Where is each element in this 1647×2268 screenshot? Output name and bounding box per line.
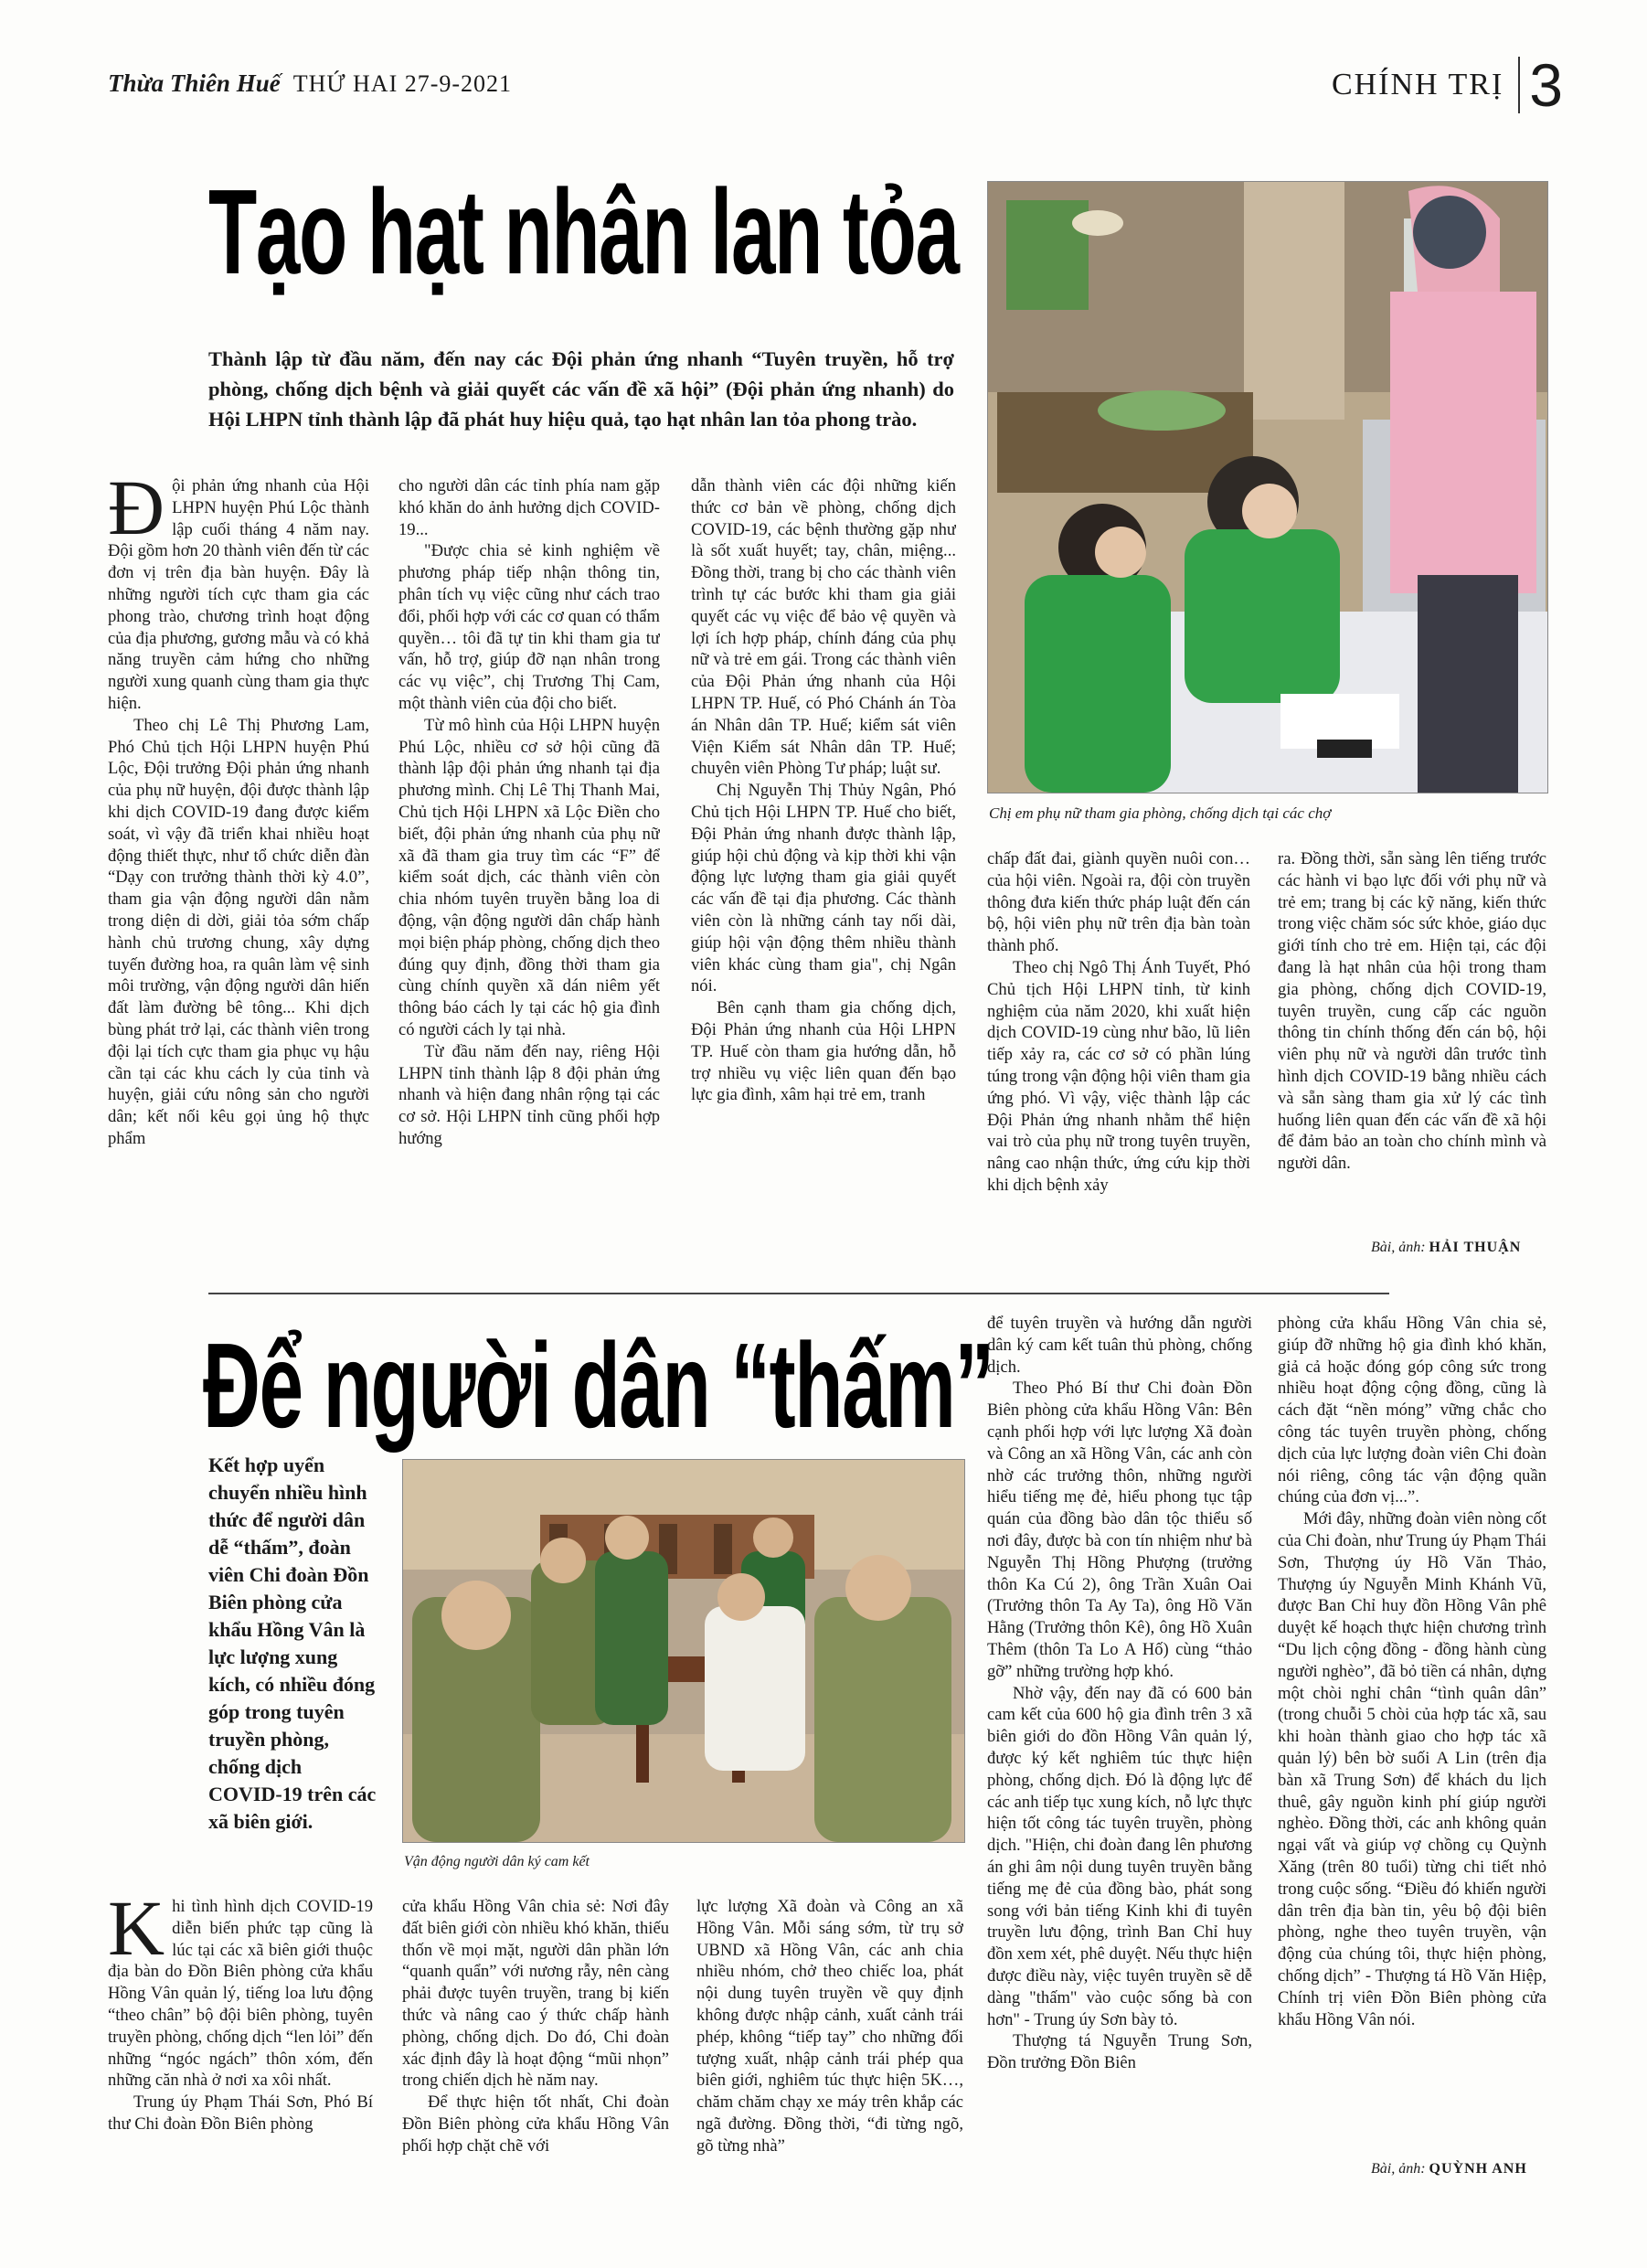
- drop-cap: Đ: [108, 475, 165, 551]
- article2-byline: [1371, 2161, 1527, 2177]
- masthead: [108, 69, 512, 98]
- paragraph: lực lượng Xã đoàn và Công an xã Hồng Vân. Mỗi sáng sớm, từ trụ sở UBND xã Hồng Vân, các anh chia nhiều nhóm, chở theo chiếc loa, phát nội dung tuyên truyền về quy định không được nhập cảnh, xuất cảnh trái phép, không “tiếp tay” cho những đối tượng xuất, nhập cảnh trái phép qua biên giới, nghiêm túc thực hiện 5K…, chăm chăm chạy xe máy trên khắp các ngã đường. Đồng thời, “đi từng ngõ, gõ từng nhà”: [696, 1897, 963, 2156]
- paragraph: ra. Đồng thời, sẵn sàng lên tiếng trước các hành vi bạo lực đối với phụ nữ và trẻ em; trang bị các kỹ năng, kiến thức trong việc chăm sóc sức khỏe, giáo dục giới tính cho trẻ em. Hiện tại, các đội đang là hạt nhân của hội trong tham gia phòng, chống dịch COVID-19, tuyên truyền, cung cấp các nguồn thông tin chính thống đến cán bộ, hội viên phụ nữ và người dân trước tình hình dịch COVID-19 bằng nhiều cách và sẵn sàng tham gia xử lý các tình huống liên quan đến các vấn đề xã hội để đảm bảo an toàn cho chính mình và người dân.: [1278, 849, 1546, 1174]
- newspaper-name: Thừa Thiên Huế: [108, 69, 281, 97]
- article1-caption: Chị em phụ nữ tham gia phòng, chống dịch tại các chợ: [989, 804, 1332, 822]
- section-divider: [1518, 57, 1520, 113]
- page-number: 3: [1529, 51, 1563, 119]
- paragraph: Bên cạnh tham gia chống dịch, Đội Phản ứng nhanh của Hội LHPN TP. Huế còn tham gia hướng dẫn, hỗ trợ nhiều vụ việc liên quan đến bạo lực gia đình, xâm hại trẻ em, tranh: [691, 998, 956, 1105]
- article1-byline: [1371, 1240, 1521, 1256]
- paragraph: Theo chị Lê Thị Phương Lam, Phó Chủ tịch Hội LHPN huyện Phú Lộc, Đội trưởng Đội phản ứng nhanh của phụ nữ huyện, đội được thành lập khi dịch COVID-19 đang được kiểm soát, vì vậy đã triển khai nhiều hoạt động thiết thực, như tổ chức diễn đàn “Dạy con trưởng thành thời kỳ 4.0”, tham gia vận động người dân nằm trong diện di dời, giải tỏa sớm chấp hành chủ trương chung, xây dựng tuyến đường hoa, ra quân làm vệ sinh môi trường, vận động người dân hiến đất làm đường bê tông... Khi dịch bùng phát trở lại, các thành viên trong đội lại tích cực tham gia phục vụ hậu cần tại các khu cách ly của tỉnh và huyện, giải cứu nông sản cho người dân; kết nối kêu gọi ủng hộ thực phẩm: [108, 715, 369, 1148]
- paragraph: chấp đất đai, giành quyền nuôi con… của hội viên. Ngoài ra, đội còn truyền thông đưa kiến thức pháp luật đến cán bộ, hội viên phụ nữ trên địa bàn toàn thành phố.: [987, 849, 1250, 956]
- paragraph: Nhờ vậy, đến nay đã có 600 bản cam kết của 600 hộ gia đình trên 3 xã biên giới do đồn Hồng Vân quản lý, được ký kết nghiêm túc thực hiện phòng, chống dịch. Đó là động lực để các anh tiếp tục xung kích, nỗ lực thực hiện tốt công tác tuyên truyền, phòng dịch. "Hiện, chi đoàn đang lên phương án ghi âm nội dung tuyên truyền bằng tiếng mẹ đẻ của đồng bào, phát song song với bản tiếng Kinh khi đi tuyên truyền lưu động, trình Ban Chỉ huy đồn xem xét, phê duyệt. Nếu thực hiện được điều này, việc tuyên truyền sẽ dễ dàng "thấm" vào cuộc sống bà con hơn" - Trung úy Sơn bày tỏ.: [987, 1683, 1252, 2029]
- market-scene-image: [988, 182, 1547, 793]
- article1-column-3: [691, 475, 956, 1262]
- article2-column-4: [987, 1313, 1252, 2198]
- paragraph: cửa khẩu Hồng Vân chia sẻ: Nơi đây đất biên giới còn nhiều khó khăn, thiếu thốn về mọi mặt, người dân phần lớn “quanh quẩn” với nương rẫy, nên càng phải được tuyên truyền, trang bị kiến thức và nâng cao ý thức chấp hành phòng, chống dịch. Do đó, Chi đoàn xác định đây là hoạt động “mũi nhọn” trong chiến dịch hè năm nay.: [402, 1897, 669, 2091]
- article2-column-1: [108, 1896, 373, 2198]
- issue-date: THỨ HAI 27-9-2021: [292, 70, 513, 97]
- article1-column-4: [987, 848, 1250, 1262]
- section-header: [1331, 51, 1563, 119]
- article2-photo: [402, 1459, 965, 1843]
- article1-title: Tạo hạt nhân lan tỏa: [208, 165, 959, 299]
- article1-column-1: [108, 475, 369, 1262]
- article1-photo: [987, 181, 1548, 793]
- article2-sapo: Kết hợp uyển chuyển nhiều hình thức để người dân dễ “thấm”, đoàn viên Chi đoàn Đồn Biên phòng cửa khẩu Hồng Vân là lực lượng xung kích, có nhiều đóng góp trong tuyên truyền phòng, chống dịch COVID-19 trên các xã biên giới.: [208, 1453, 377, 1833]
- article1-column-5: [1278, 848, 1546, 1240]
- byline-prefix: Bài, ảnh:: [1371, 2161, 1426, 2177]
- article2-column-2: [402, 1896, 669, 2198]
- article-divider: [208, 1293, 1389, 1294]
- paragraph-text: ội phản ứng nhanh của Hội LHPN huyện Phú Lộc thành lập cuối tháng 4 năm nay. Đội gồm hơn 20 thành viên đến từ các đơn vị trên địa bàn huyện. Đây là những người tích cực tham gia các phong trào, chương trình hoạt động của địa phương, gương mẫu và có khả năng truyền cảm hứng cho những người xung quanh cùng tham gia thực hiện.: [108, 476, 369, 713]
- paragraph: Thượng tá Nguyễn Trung Sơn, Đồn trưởng Đồn Biên: [987, 2031, 1252, 2073]
- byline-author: HẢI THUẬN: [1429, 1240, 1522, 1255]
- article1-column-2: [398, 475, 660, 1262]
- paragraph: [108, 1896, 373, 2092]
- paragraph: để tuyên truyền và hướng dẫn người dân ký cam kết tuân thủ phòng, chống dịch.: [987, 1314, 1252, 1377]
- paragraph: phòng cửa khẩu Hồng Vân chia sẻ, giúp đỡ những hộ gia đình khó khăn, giả cả hoặc đóng góp công sức trong nhiều hoạt động cộng đồng, cũng là cách đặt “nền móng” vững chắc cho công tác tuyên truyền phòng, chống dịch của lực lượng đoàn viên Chi đoàn nói riêng, công tác vận động quần chúng của đơn vị...”.: [1278, 1314, 1546, 1507]
- paragraph: Mới đây, những đoàn viên nòng cốt của Chi đoàn, như Trung úy Phạm Thái Sơn, Thượng úy Hồ Văn Thảo, Thượng úy Nguyễn Minh Khánh Vũ, được Ban Chỉ huy đồn Hồng Vân phê duyệt kế hoạch thực hiện chương trình “Du lịch cộng đồng - đồng hành cùng người nghèo”, đã bỏ tiền cá nhân, dựng một chòi nghỉ chân “tình quân dân” (trong chuỗi 5 chòi của hợp tác xã, sau khi hoàn thành giao cho hợp tác xã quản lý) bên bờ suối A Lin (trên địa bàn xã Trung Sơn) để khách du lịch thuê, gây nguồn kinh phí giúp người nghèo. Đồng thời, các anh không quản ngại vất và giúp vợ chồng cụ Quỳnh Xăng (trên 80 tuổi) từng chi tiết nhỏ trong cuộc sống. “Điều đó khiến người dân trên địa bàn tin, yêu bộ đội biên phòng, nghe theo tuyên truyền, vận động của chúng tôi, thực hiện phòng, chống dịch” - Thượng tá Hồ Văn Hiệp, Chính trị viên Đồn Biên phòng cửa khẩu Hồng Vân nói.: [1278, 1509, 1546, 2029]
- paragraph: Trung úy Phạm Thái Sơn, Phó Bí thư Chi đoàn Đồn Biên phòng: [108, 2092, 373, 2134]
- border-guards-meeting-image: [403, 1460, 964, 1842]
- paragraph-text: hi tình hình dịch COVID-19 diễn biến phức tạp cũng là lúc tại các xã biên giới thuộc địa bàn do Đồn Biên phòng cửa khẩu Hồng Vân quản lý, tiếng loa lưu động “theo chân” bộ đội biên phòng, tuyên truyền phòng, chống dịch “len lỏi” đến những “ngóc ngách” thôn xóm, đến những căn nhà ở nơi xa xôi nhất.: [108, 1897, 373, 2091]
- paragraph: Chị Nguyễn Thị Thủy Ngân, Phó Chủ tịch Hội LHPN TP. Huế cho biết, Đội Phản ứng nhanh được thành lập, giúp hội chủ động và kịp thời khi vận động lực lượng tham gia giải quyết các vấn đề tại địa phương. Các thành viên còn là những cánh tay nối dài, giúp hội vận động thêm nhiều thành viên khác cùng tham gia", chị Ngân nói.: [691, 781, 956, 996]
- paragraph: cho người dân các tỉnh phía nam gặp khó khăn do ảnh hưởng dịch COVID-19...: [398, 476, 660, 539]
- article2-column-5: [1278, 1313, 1546, 2156]
- paragraph: [108, 475, 369, 715]
- paragraph: Để thực hiện tốt nhất, Chi đoàn Đồn Biên phòng cửa khẩu Hồng Vân phối hợp chặt chẽ với: [402, 2092, 669, 2156]
- paragraph: Từ đầu năm đến nay, riêng Hội LHPN tỉnh thành lập 8 đội phản ứng nhanh và hiện đang nhân rộng tại các cơ sở. Hội LHPN tỉnh cũng phối hợp hướng: [398, 1041, 660, 1148]
- paragraph: Từ mô hình của Hội LHPN huyện Phú Lộc, nhiều cơ sở hội cũng đã thành lập đội phản ứng nhanh tại địa phương mình. Chị Lê Thị Thanh Mai, Chủ tịch Hội LHPN xã Lộc Điền cho biết, đội phản ứng nhanh của phụ nữ xã đã tham gia truy tìm các “F” để kiểm soát dịch, các thành viên còn chia nhóm tuyên truyền bằng loa di động, vận động người dân chấp hành mọi biện pháp phòng, chống dịch theo đúng quy định, đồng thời tham gia cùng chính quyền xã dán niêm yết thông báo cách ly tại các hộ gia đình có người cách ly tại nhà.: [398, 715, 660, 1039]
- section-name: CHÍNH TRỊ: [1331, 68, 1504, 101]
- article2-title: Để người dân “thấm”: [203, 1318, 994, 1453]
- byline-author: QUỲNH ANH: [1429, 2161, 1527, 2177]
- byline-prefix: Bài, ảnh:: [1371, 1240, 1426, 1255]
- paragraph: Theo Phó Bí thư Chi đoàn Đồn Biên phòng cửa khẩu Hồng Vân: Bên cạnh phối hợp với lực lượng Xã đoàn và Công an xã Hồng Vân, các anh còn nhờ các trưởng thôn, những người hiểu tiếng mẹ đẻ, hiểu phong tục tập quán của đồng bào dân tộc thiểu số nơi đây, được bà con tín nhiệm như bà Nguyễn Thị Hồng Phượng (trưởng thôn Ka Cú 2), ông Trần Xuân Oai (Trưởng thôn Ta Ay Ta), ông Hồ Văn Hằng (Trưởng thôn Kê), ông Hồ Xuân Thêm (thôn Ta Lo A Hố) cùng “thảo gỡ” những trường hợp khó.: [987, 1379, 1252, 1681]
- article2-column-3: [696, 1896, 963, 2198]
- paragraph: Theo chị Ngô Thị Ánh Tuyết, Phó Chủ tịch Hội LHPN tỉnh, từ kinh nghiệm của năm 2020, khi xuất hiện dịch COVID-19 cùng như bão, lũ liên tiếp xảy ra, các cơ sở có phần lúng túng trong vận động hội viên tham gia ứng phó. Vì vậy, việc thành lập các Đội Phản ứng nhanh nhằm thể hiện vai trò của phụ nữ trong tuyên truyền, nâng cao nhận thức, ứng cứu kịp thời khi dịch bệnh xảy: [987, 957, 1250, 1195]
- paragraph: "Được chia sẻ kinh nghiệm về phương pháp tiếp nhận thông tin, phân tích vụ việc cũng như cách trao đổi, phối hợp với các cơ quan có thẩm quyền… tôi đã tự tin khi tham gia tư vấn, hỗ trợ, giúp đỡ nạn nhân trong các vụ việc”, chị Trương Thị Cam, một thành viên của đội cho biết.: [398, 541, 660, 713]
- article1-sapo: Thành lập từ đầu năm, đến nay các Đội phản ứng nhanh “Tuyên truyền, hỗ trợ phòng, chống dịch bệnh và giải quyết các vấn đề xã hội” (Đội phản ứng nhanh) do Hội LHPN tỉnh thành lập đã phát huy hiệu quả, tạo hạt nhân lan tỏa phong trào.: [208, 347, 954, 431]
- article2-caption: Vận động người dân ký cam kết: [404, 1854, 590, 1869]
- paragraph: dẫn thành viên các đội những kiến thức cơ bản về phòng, chống dịch COVID-19, các bệnh thường gặp như là sốt xuất huyết; tay, chân, miệng... Đồng thời, trang bị cho các thành viên trình tự các bước khi tham gia giải quyết các vụ việc để bảo vệ quyền và lợi ích hợp pháp, chính đáng của phụ nữ và trẻ em gái. Trong các thành viên của Đội Phản ứng nhanh của Hội LHPN TP. Huế, có Phó Chánh án Tòa án Nhân dân TP. Huế; kiểm sát viên Viện Kiểm sát Nhân dân TP. Huế; chuyên viên Phòng Tư pháp; luật sư.: [691, 476, 956, 779]
- drop-cap: K: [108, 1896, 165, 1972]
